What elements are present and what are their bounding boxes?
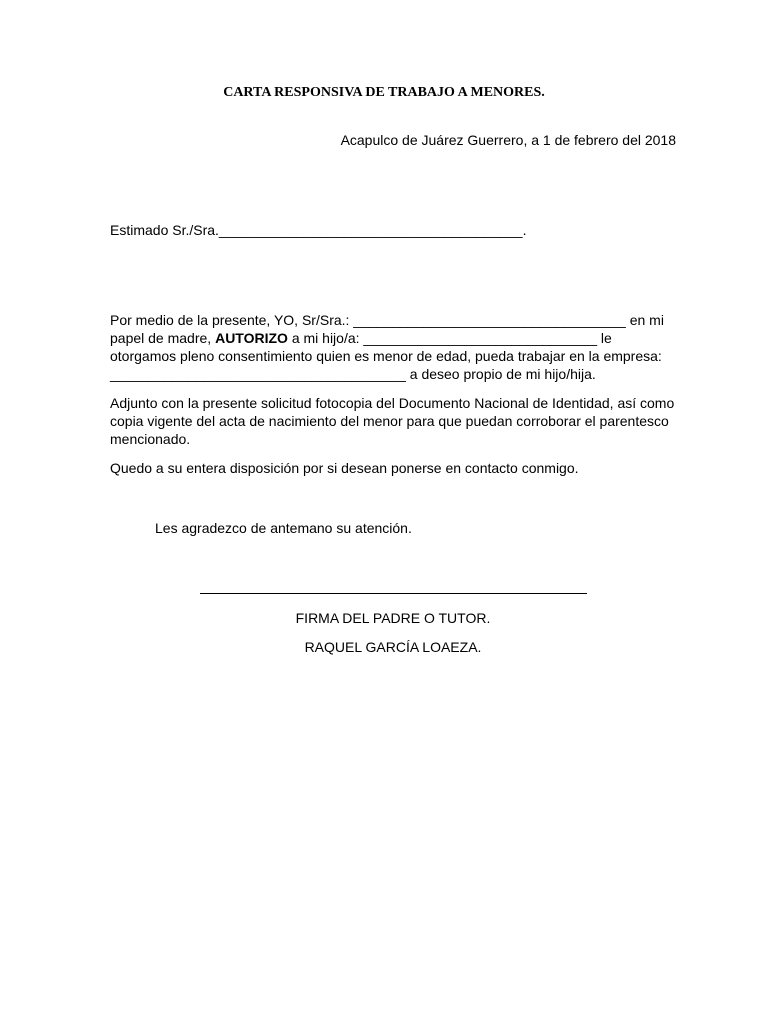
authorization-line-2-start: papel de madre,	[110, 330, 216, 346]
signer-name: RAQUEL GARCÍA LOAEZA.	[304, 639, 482, 655]
greeting: Estimado Sr./Sra._______________________________________.	[110, 222, 527, 238]
authorization-keyword: AUTORIZO	[215, 330, 288, 346]
signature-caption: FIRMA DEL PADRE O TUTOR.	[295, 610, 491, 626]
letter-title: CARTA RESPONSIVA DE TRABAJO A MENORES.	[223, 85, 545, 100]
availability-paragraph: Quedo a su entera disposición por si desean ponerse en contacto conmigo.	[110, 460, 579, 476]
attachment-paragraph: Adjunto con la presente solicitud fotocopia del Documento Nacional de Identidad, así como copia vigente del acta de nacimiento del menor para que puedan corroborar el parentesco mencionado.	[110, 395, 675, 447]
authorization-line-4: ______________________________________ a deseo propio de mi hijo/hija.	[110, 366, 596, 382]
signature-line	[200, 593, 587, 594]
authorization-paragraph	[110, 311, 676, 383]
dateline: Acapulco de Juárez Guerrero, a 1 de febrero del 2018	[340, 132, 676, 148]
authorization-line-3: otorgamos pleno consentimiento quien es menor de edad, pueda trabajar en la empresa:	[110, 348, 662, 364]
authorization-line-2	[110, 329, 676, 347]
thanks-line: Les agradezco de antemano su atención.	[155, 520, 412, 536]
authorization-line-2-end: a mi hijo/a: ______________________________ le	[287, 330, 612, 346]
authorization-line-1: Por medio de la presente, YO, Sr/Sra.: ___________________________________ en mi	[110, 312, 664, 328]
